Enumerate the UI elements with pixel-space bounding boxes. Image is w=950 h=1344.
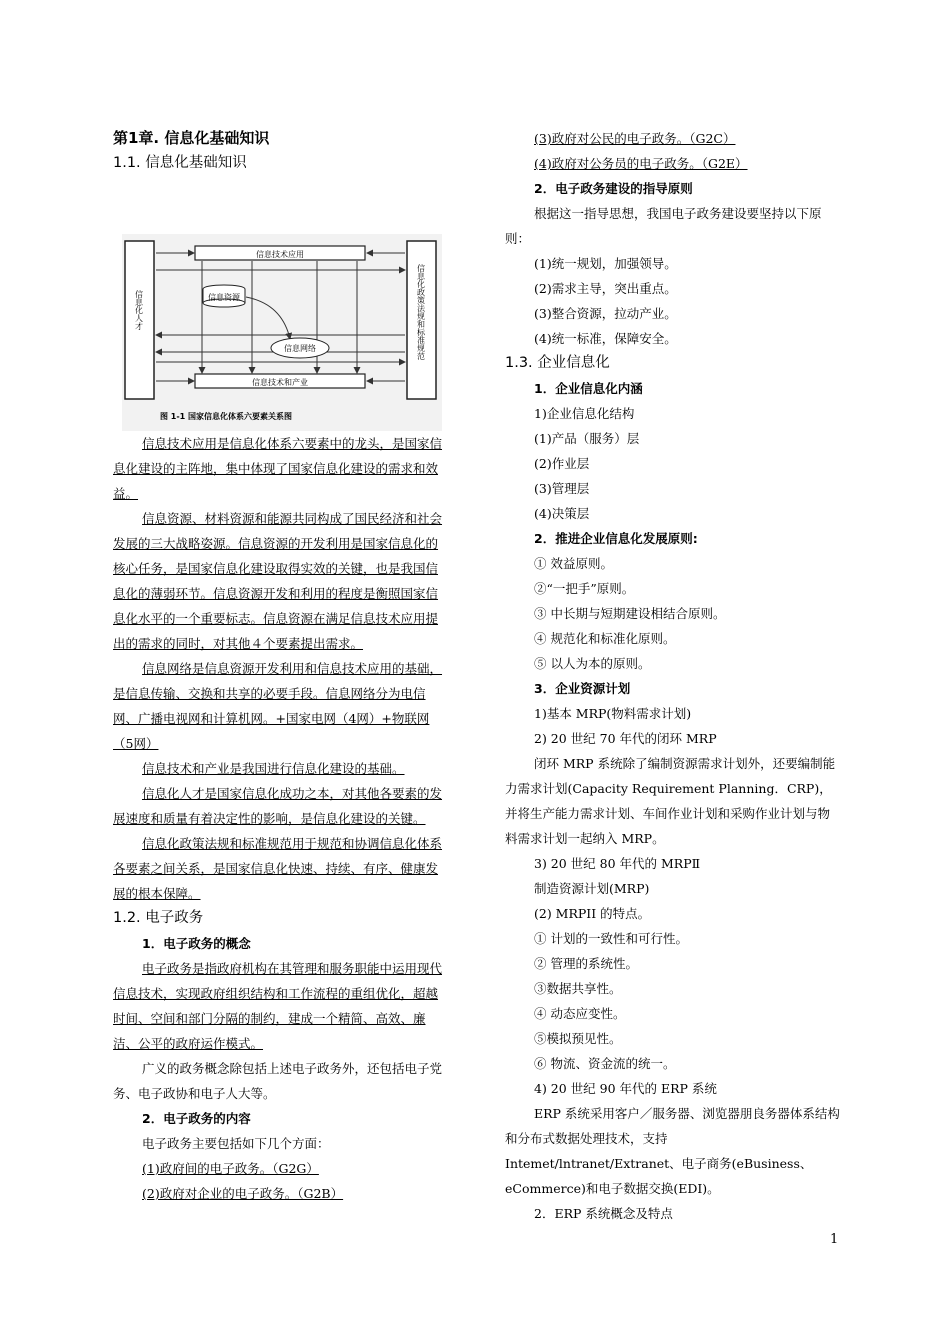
section-heading-1-1: 1.1. 信息化基础知识 xyxy=(113,155,247,171)
list-item-feature-4: ④ 动态应变性。 xyxy=(534,1006,626,1021)
six-elements-diagram xyxy=(122,234,442,431)
section-heading-1-3: 1.3. 企业信息化 xyxy=(505,355,610,371)
list-item-guide-2: (2)需求主导，突出重点。 xyxy=(534,281,677,296)
heading-enterprise-connotation: 1．企业信息化内涵 xyxy=(534,381,643,396)
paragraph-egov-definition: 电子政务是指政府机构在其管理和服务职能中运用现代信息技术，实现政府组织结构和工作流程的重组优化，超越时间、空间和部门分隔的制约，建成一个精简、高效、廉洁、公平的政府运作模式。 xyxy=(113,961,443,1051)
list-item-guide-4: (4)统一标准，保障安全。 xyxy=(534,331,677,346)
list-item-feature-2: ② 管理的系统性。 xyxy=(534,956,638,971)
list-item-mrp2: 3) 20 世纪 80 年代的 MRPⅡ xyxy=(534,856,701,871)
figure-1-1 xyxy=(113,176,446,431)
left-column xyxy=(113,126,446,1206)
paragraph-egov-broad: 广义的政务概念除包括上述电子政务外，还包括电子党务、电子政协和电子人大等。 xyxy=(113,1061,443,1101)
figure-caption: 图 1-1 国家信息化体系六要素关系图 xyxy=(160,412,293,421)
list-item-g2c: (3)政府对公民的电子政务。（G2C） xyxy=(534,131,736,146)
diagram-bottom-label: 信息技术和产业 xyxy=(252,378,308,387)
list-item-ent-layer-3: (3)管理层 xyxy=(534,481,590,496)
list-item-ent-structure: 1)企业信息化结构 xyxy=(534,406,635,421)
list-item-g2e: (4)政府对公务员的电子政务。（G2E） xyxy=(534,156,748,171)
paragraph-guiding-principles: 根据这一指导思想，我国电子政务建设要坚持以下原则： xyxy=(505,206,822,246)
list-item-mrp-basic: 1)基本 MRP(物料需求计划) xyxy=(534,706,692,721)
paragraph-talent: 信息化人才是国家信息化成功之本，对其他各要素的发展速度和质量有着决定性的影响，是信息化建设的关键。 xyxy=(113,786,443,826)
list-item-feature-6: ⑥ 物流、资金流的统一。 xyxy=(534,1056,676,1071)
list-item-ent-layer-4: (4)决策层 xyxy=(534,506,590,521)
diagram-resource-label: 信息资源 xyxy=(208,293,240,302)
heading-guiding-principles: 2．电子政务建设的指导原则 xyxy=(534,181,693,196)
list-item-principle-4: ④ 规范化和标准化原则。 xyxy=(534,631,676,646)
list-item-ent-layer-2: (2)作业层 xyxy=(534,456,590,471)
paragraph-erp-system: ERP 系统采用客户／服务器、浏览器朋良务器体系结构和分布式数据处理技术，支持 Intemet/lntranet/Extranet、电子商务(eBusiness、eCommerce)和电子数据交换(EDI)。 xyxy=(505,1106,840,1196)
paragraph-it-industry: 信息技术和产业是我国进行信息化建设的基础。 xyxy=(142,761,405,776)
right-column xyxy=(505,126,840,1226)
list-item-ent-layer-1: (1)产品（服务）层 xyxy=(534,431,640,446)
list-item-guide-3: (3)整合资源，拉动产业。 xyxy=(534,306,677,321)
chapter-title: 第1章. 信息化基础知识 xyxy=(113,129,270,147)
paragraph-info-network: 信息网络是信息资源开发利用和信息技术应用的基础，是信息传输、交换和共享的必要手段。信息网络分为电信网、广播电视网和计算机网。+国家电网（4网）+物联网（5网） xyxy=(113,661,443,751)
heading-egov-content: 2．电子政务的内容 xyxy=(142,1111,251,1126)
page-number: 1 xyxy=(830,1232,839,1247)
list-item-mrp-closed: 2) 20 世纪 70 年代的闭环 MRP xyxy=(534,731,717,746)
list-item-principle-5: ⑤ 以人为本的原则。 xyxy=(534,656,651,671)
section-heading-1-2: 1.2. 电子政务 xyxy=(113,910,204,926)
list-item-feature-3: ③数据共享性。 xyxy=(534,981,622,996)
list-item-feature-1: ① 计划的一致性和可行性。 xyxy=(534,931,688,946)
paragraph-it-application: 信息技术应用是信息化体系六要素中的龙头，是国家信息化建设的主阵地，集中体现了国家信息化建设的需求和效益。 xyxy=(113,436,443,501)
list-item-mrp2-def: 制造资源计划(MRP) xyxy=(534,881,650,896)
heading-promotion-principles: 2．推进企业信息化发展原则: xyxy=(534,531,698,546)
list-item-principle-2: ②“一把手”原则。 xyxy=(534,581,635,596)
diagram-network-label: 信息网络 xyxy=(284,344,316,353)
paragraph-info-resource: 信息资源、材料资源和能源共同构成了国民经济和社会发展的三大战略姿源。信息资源的开发利用是国家信息化的核心任务，是国家信息化建设取得实效的关键，也是我国信息化的薄弱环节。信息资源开发和利用的程度是衡照国家信息化水平的一个重要标志。信息资源在满足信息技术应用提出的需求的同时，对其他４个要素提出需求。 xyxy=(113,511,443,651)
diagram-right-label: 信息化政策法规和标准规范 xyxy=(416,264,426,360)
list-item-g2b: (2)政府对企业的电子政务。（G2B） xyxy=(142,1186,344,1201)
paragraph-egov-aspects: 电子政务主要包括如下几个方面： xyxy=(142,1136,330,1151)
list-item-principle-3: ③ 中长期与短期建设相结合原则。 xyxy=(534,606,726,621)
heading-egov-concept: 1．电子政务的概念 xyxy=(142,936,251,951)
list-item-principle-1: ① 效益原则。 xyxy=(534,556,613,571)
list-item-g2g: (1)政府间的电子政务。（G2G） xyxy=(142,1161,319,1176)
paragraph-closed-mrp: 闭环 MRP 系统除了编制资源需求计划外，还要编制能力需求计划(Capacity Requirement Planning．CRP)，并将生产能力需求计划、车间作业计划和采购作业计划与物料需求计划一起纳入 MRP。 xyxy=(505,756,836,846)
paragraph-policy: 信息化政策法规和标准规范用于规范和协调信息化体系各要素之间关系，是国家信息化快速、持续、有序、健康发展的根本保障。 xyxy=(113,836,443,901)
list-item-feature-5: ⑤模拟预见性。 xyxy=(534,1031,622,1046)
list-item-erp-concept: 2．ERP 系统概念及特点 xyxy=(534,1206,673,1221)
diagram-top-label: 信息技术应用 xyxy=(256,250,304,259)
list-item-erp-1990s: 4) 20 世纪 90 年代的 ERP 系统 xyxy=(534,1081,717,1096)
heading-erp: 3．企业资源计划 xyxy=(534,681,631,696)
list-item-mrp2-features: (2) MRPII 的特点。 xyxy=(534,906,651,921)
list-item-guide-1: (1)统一规划，加强领导。 xyxy=(534,256,677,271)
diagram-left-label: 信息化人才 xyxy=(134,290,144,330)
